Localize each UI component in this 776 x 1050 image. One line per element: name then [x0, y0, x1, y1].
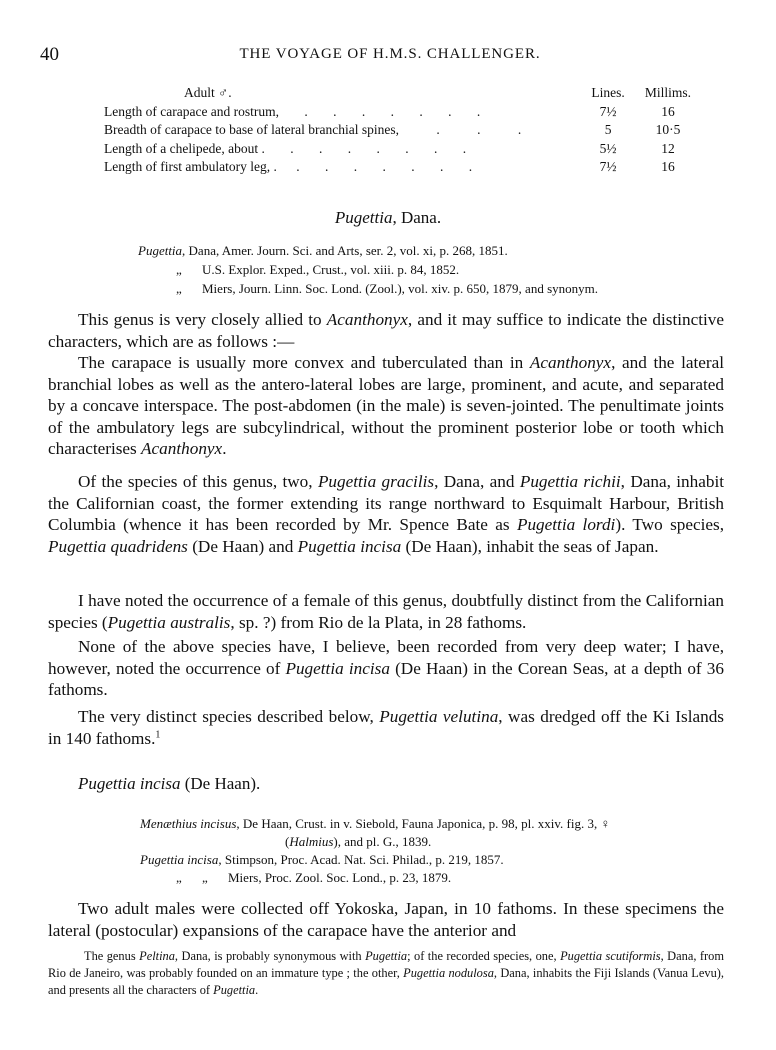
page-header [40, 44, 740, 70]
species-name: Pugettia incisa [78, 774, 181, 793]
genus-synonym [176, 261, 459, 279]
genus-synonym [176, 280, 598, 298]
table-row [104, 121, 704, 140]
ditto-mark: „ [176, 281, 182, 296]
species-author: (De Haan). [180, 774, 261, 793]
ditto-mark: „ [176, 262, 182, 277]
row-mm: 10·5 [655, 122, 681, 137]
row-mm: 16 [661, 103, 675, 119]
row-lines: 7½ [599, 103, 617, 119]
row-label: Length of first ambulatory leg, . [104, 159, 277, 174]
page-number: 40 [40, 44, 59, 65]
synonym-genus: Pugettia [138, 243, 183, 258]
table-row [104, 140, 704, 159]
row-label: Breadth of carapace to base of lateral branchial spines, [104, 122, 399, 137]
table-row [104, 103, 704, 122]
row-lines: 7½ [599, 159, 617, 174]
species-heading [78, 774, 260, 794]
row-mm: 16 [661, 159, 675, 174]
body-paragraph: The carapace is usually more convex and tuberculated than in Acanthonyx, and the lateral branchial lobes as well as the antero-lateral lobes are large, prominent, and acute, and separated by a concave interspace. The post-abdomen (in the male) is seven-jointed. The penultimate joints of the ambulatory legs are subcylindrical, without the prominent posterior lobe or tooth which characterises Acanthonyx. [48, 353, 725, 459]
row-label: Length of carapace and rostrum, [104, 103, 280, 119]
body-paragraph: The very distinct species described below, Pugettia velutina, was dredged off the Ki Islands in 140 fathoms.$^1$ [48, 707, 724, 748]
species-synonym: Menæthius incisus, De Haan, Crust. in v. Siebold, Fauna Japonica, p. 98, pl. xxiv. fig. 3, ♀ [140, 816, 611, 831]
body-paragraph: This genus is very closely allied to Acanthonyx, and it may suffice to indicate the distinctive characters, which are as follows :— [48, 310, 725, 351]
ditto-mark: „ [202, 870, 208, 885]
footnote: The genus Peltina, Dana, is probably synonymous with Pugettia; of the recorded species, one, Pugettia scutiformis, Dana, from Rio de Janeiro, was probably founded on an immature type ; the other, Pugettia nodulosa, Dana, inhabits the Fiji Islands (Vanua Levu), and presents all the characters of Pugettia. [48, 949, 724, 997]
body-paragraph: I have noted the occurrence of a female of this genus, doubtfully distinct from the Californian species (Pugettia australis, sp. ?) from Rio de la Plata, in 28 fathoms. [48, 591, 724, 632]
ditto-mark: „ [176, 870, 182, 885]
genus-synonym [138, 242, 508, 260]
genus-author: , Dana. [392, 208, 442, 227]
synonym-text: U.S. Explor. Exped., Crust., vol. xiii. p. 84, 1852. [202, 262, 460, 277]
synonym-text: Miers, Journ. Linn. Soc. Lond. (Zool.), vol. xiv. p. 650, 1879, and synonym. [202, 281, 598, 296]
leader-dots: . . . . . . . [296, 159, 473, 174]
measurements-heading: Adult ♂. [184, 85, 232, 100]
genus-name: Pugettia [334, 208, 393, 227]
row-mm: 12 [661, 140, 675, 156]
row-label: Length of a chelipede, about . [104, 140, 265, 156]
col-mm-header: Millims. [644, 85, 692, 100]
species-synonym-cont: (Halmius), and pl. G., 1839. [285, 834, 432, 849]
synonym-text: , Dana, Amer. Journ. Sci. and Arts, ser. 2, vol. xi, p. 268, 1851. [182, 243, 508, 258]
row-lines: 5½ [599, 140, 617, 156]
footnote-marker: 1 [155, 728, 161, 740]
measurements-header-row [104, 84, 704, 103]
running-title: THE VOYAGE OF H.M.S. CHALLENGER. [239, 46, 541, 62]
table-row [104, 158, 704, 177]
leader-dots: . . . . . . . [304, 103, 481, 119]
body-paragraph: None of the above species have, I believe, been recorded from very deep water; I have, however, noted the occurrence of Pugettia incisa (De Haan) in the Corean Seas, at a depth of 36 fathoms. [48, 637, 724, 700]
measurements-table [104, 84, 704, 177]
species-synonym: Pugettia incisa, Stimpson, Proc. Acad. Nat. Sci. Philad., p. 219, 1857. [140, 852, 504, 867]
leader-dots: . . . . . . . [290, 140, 467, 156]
leader-dots: . . . [436, 122, 522, 137]
species-synonym: „ „ Miers, Proc. Zool. Soc. Lond., p. 23, 1879. [176, 870, 452, 885]
genus-heading [0, 208, 776, 228]
col-lines-header: Lines. [591, 85, 625, 100]
body-paragraph: Of the species of this genus, two, Pugettia gracilis, Dana, and Pugettia richii, Dana, inhabit the Californian coast, the former extending its range northward to Esquimalt Harbour, British Columbia (whence it has been recorded by Mr. Spence Bate as Pugettia lordi). Two species, Pugettia quadridens (De Haan) and Pugettia incisa (De Haan), inhabit the seas of Japan. [48, 472, 725, 556]
row-lines: 5 [604, 122, 612, 137]
body-paragraph: Two adult males were collected off Yokoska, Japan, in 10 fathoms. In these specimens the lateral (postocular) expansions of the carapace have the anterior and [48, 899, 724, 940]
